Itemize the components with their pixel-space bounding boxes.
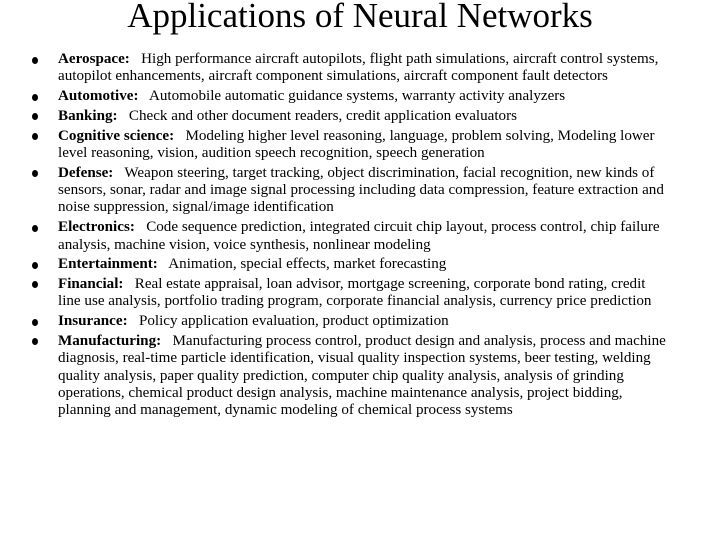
item-term: Cognitive science: (58, 127, 175, 144)
item-term: Automotive: (58, 88, 139, 105)
item-description: High performance aircraft autopilots, flight path simulations, aircraft control systems, autopilot enhancements, aircraft component simulations, aircraft component fault detectors (58, 51, 663, 85)
item-description: Manufacturing process control, product design and analysis, process and machine diagnosis, real-time particle identification, visual quality inspection systems, beer testing, welding quality analysis, paper quality prediction, computer chip quality analysis, analysis of grinding operations, chemical product design analysis, machine maintenance analysis, project bidding, planning and management, dynamic modeling of chemical process systems (58, 332, 670, 419)
slide-title: Applications of Neural Networks (127, 0, 593, 35)
list-item-manufacturing (0, 333, 720, 420)
bullet-icon (32, 338, 38, 345)
item-term: Banking: (58, 107, 118, 124)
item-description: Policy application evaluation, product optimization (131, 313, 449, 330)
bullet-icon (32, 262, 38, 269)
bullet-icon (32, 225, 38, 232)
item-term: Manufacturing: (58, 332, 162, 349)
application-list (0, 51, 720, 422)
list-item-insurance (0, 313, 720, 330)
list-item-entertainment (0, 256, 720, 273)
list-item-defense (0, 165, 720, 217)
item-term: Financial: (58, 275, 124, 292)
list-item-financial (0, 276, 720, 311)
bullet-icon (32, 170, 38, 177)
item-term: Aerospace: (58, 51, 130, 67)
list-item-banking (0, 108, 720, 125)
list-item-automotive (0, 88, 720, 105)
item-description: Animation, special effects, market forecasting (161, 256, 447, 273)
list-item-cognitive-science (0, 128, 720, 163)
item-description: Automobile automatic guidance systems, warranty activity analyzers (142, 88, 566, 105)
item-description: Weapon steering, target tracking, object discrimination, facial recognition, new kinds of sensors, sonar, radar and image signal processing including data compression, feature extraction and noise suppression, signal/image identification (58, 164, 668, 216)
list-item-aerospace (0, 51, 720, 86)
item-term: Entertainment: (58, 256, 158, 273)
bullet-icon (32, 133, 38, 140)
bullet-icon (32, 319, 38, 326)
list-item-electronics (0, 219, 720, 254)
bullet-icon (32, 113, 38, 120)
bullet-icon (32, 57, 38, 64)
item-term: Electronics: (58, 219, 135, 236)
bullet-icon (32, 281, 38, 288)
item-description: Code sequence prediction, integrated circuit chip layout, process control, chip failure analysis, machine vision, voice synthesis, nonlinear modeling (58, 219, 664, 253)
item-description: Check and other document readers, credit application evaluators (121, 107, 517, 124)
item-term: Insurance: (58, 313, 128, 330)
item-description: Real estate appraisal, loan advisor, mortgage screening, corporate bond rating, credit line use analysis, portfolio trading program, corporate financial analysis, currency price prediction (58, 275, 652, 310)
item-term: Defense: (58, 164, 114, 181)
item-description: Modeling higher level reasoning, language, problem solving, Modeling lower level reasoning, vision, audition speech recognition, speech generation (58, 127, 659, 161)
bullet-icon (32, 94, 38, 101)
